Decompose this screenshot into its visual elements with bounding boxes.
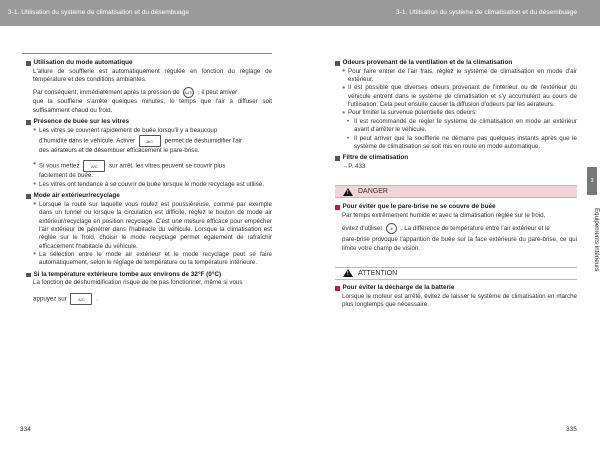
odors-sub-bullet-2: • Il peut arriver que la soufflerie ne démarre pas quelques instants après que le système de climatisation se soit mis en route en mode automatique. <box>347 134 577 150</box>
section-divider <box>22 53 272 54</box>
windshield-paragraph-3: pare-brise provoque l'apparition de buée sur la face extérieure du pare-brise, ce qui limite votre champ de vision. <box>342 236 577 252</box>
auto-mode-paragraph-3: que la soufflerie s'arrête quelques minutes, le temps que l'air à diffuser soit suffisamment chaud ou froid. <box>33 98 272 114</box>
section-windshield-fog-heading: Pour éviter que le pare-brise ne se couvre de buée <box>335 203 577 212</box>
square-bullet-icon <box>26 194 31 199</box>
battery-paragraph: Lorsque le moteur est arrêté, évitez de laisser le système de climatisation en marche plus longtemps que nécessaire. <box>342 292 577 308</box>
fog-bullet-1: ● Les vitres se couvrent rapidement de buée lorsqu'il y a beaucoup d'humidité dans le véhicule. Activer A/C permet de déshumidifier l'air des aérateurs et de désembuer efficacement le pare-brise. <box>33 126 243 155</box>
odors-sub-bullet-1: • Il est recommandé de régler le système de climatisation en mode air extérieur avant d'arrêter le véhicule. <box>347 117 577 134</box>
warning-triangle-icon: ! <box>343 188 353 196</box>
square-bullet-icon <box>26 61 31 66</box>
temperature-paragraph-2: appuyez sur A/C . <box>33 293 272 305</box>
ac-button-icon: A/C <box>83 160 105 172</box>
page-number-left: 334 <box>20 426 31 433</box>
round-bullet-icon: ● <box>33 251 37 258</box>
chapter-side-label: Équipements intérieurs <box>593 208 600 272</box>
recirculation-bullet-1: ● Lorsque la route sur laquelle vous roulez est poussiéreuse, comme par exemple dans un tunnel ou lorsque la circulation est difficile, réglez le bouton de mode air extérieur/recyclage en position recyclage. C'est une mesure efficace pour empêcher l'air extérieur de pénétrer dans l'habitacle du véhicule. Lorsque la climatisation est réglée sur le froid, choisir le mode recyclage permet également de rafraîchir efficacement l'habitacle du véhicule. <box>33 200 272 250</box>
temperature-paragraph-1: La fonction de déshumidification risque de ne pas fonctionner, même si vous <box>33 279 243 287</box>
chapter-tab: 3 <box>587 167 597 195</box>
odors-bullet-3: ● Pour limiter la survenue potentielle des odeurs: <box>342 109 477 117</box>
odors-bullet-1: ● Pour faire entrer de l'air frais, réglez le système de climatisation en mode d'air extérieur. <box>342 67 577 83</box>
left-page-column <box>26 56 272 305</box>
warning-triangle-icon: ! <box>343 269 353 277</box>
right-page-column <box>335 56 577 309</box>
section-battery-heading: Pour éviter la décharge de la batterie <box>335 284 577 293</box>
square-bullet-icon <box>26 273 31 278</box>
square-bullet-icon <box>335 61 340 66</box>
round-bullet-icon: ● <box>342 84 346 91</box>
section-recirculation-heading: Mode air extérieur/recyclage <box>26 192 272 201</box>
section-odors-heading: Odeurs provenant de la ventilation et de la climatisation <box>335 59 577 68</box>
red-square-bullet-icon <box>335 205 340 210</box>
red-square-bullet-icon <box>335 286 340 291</box>
danger-label: DANGER <box>358 188 388 196</box>
auto-button-icon: AUTO <box>183 87 194 98</box>
odors-bullet-2: ● Il est possible que diverses odeurs provenant de l'intérieur ou de l'extérieur du véhicule entrent dans le système de climatisation et s'y accumulent au cours de l'utilisation. Cela peut ensuite causer la diffusion d'odeurs par les aérateurs. <box>342 84 577 109</box>
round-bullet-icon: ● <box>33 181 37 188</box>
fog-bullet-3: ● Les vitres ont tendance à se couvrir de buée lorsque le mode recyclage est utilisé. <box>33 180 264 188</box>
fog-bullet-2: ● Si vous mettez A/C sur arrêt, les vitres peuvent se couvrir plus facilement de buée. <box>33 160 226 180</box>
section-auto-mode-heading: Utilisation du mode automatique <box>26 59 272 68</box>
filter-page-reference: →P. 433 <box>342 162 366 170</box>
attention-banner <box>335 267 577 280</box>
round-bullet-icon: ● <box>33 201 37 208</box>
square-bullet-icon <box>335 156 340 161</box>
page-number-right: 335 <box>566 426 577 433</box>
header-title-right: 3-1. Utilisation du système de climatisation et du désembuage <box>396 9 578 16</box>
danger-banner <box>335 185 577 198</box>
section-temperature-heading: Si la température extérieure tombe aux environs de 32°F (0°C) <box>26 271 272 280</box>
ac-button-icon: A/C <box>139 135 161 147</box>
round-bullet-icon: ● <box>33 160 37 167</box>
header-title-left: 3-1. Utilisation du système de climatisation et du désembuage <box>8 9 190 16</box>
section-fog-heading: Présence de buée sur les vitres <box>26 118 272 127</box>
square-bullet-icon <box>26 120 31 125</box>
round-bullet-icon: ● <box>342 109 346 116</box>
auto-mode-paragraph-1: L'allure de soufflerie est automatiquement régulée en fonction du réglage de température et des conditions ambiantes. <box>33 67 272 83</box>
round-bullet-icon: ● <box>342 68 346 75</box>
round-bullet-icon: ● <box>33 127 37 134</box>
page-header <box>0 0 600 26</box>
windshield-defogger-button-icon: ❄ <box>386 223 397 234</box>
windshield-paragraph-1: Par temps extrêmement humide et avec la climatisation réglée sur le froid, <box>342 211 546 219</box>
ac-button-icon: A/C <box>70 293 92 305</box>
recirculation-bullet-2: ● La sélection entre le mode air extérieur et le mode recyclage peut se faire automatiquement, selon le réglage de température ou la température intérieure. <box>33 250 272 267</box>
attention-label: ATTENTION <box>358 269 398 277</box>
small-dot-icon: • <box>347 117 350 125</box>
small-dot-icon: • <box>347 134 350 142</box>
section-filter-heading: Filtre de climatisation <box>335 154 577 163</box>
windshield-paragraph-2: évitez d'utiliser ❄ . La différence de température entre l'air extérieur et le <box>342 223 577 234</box>
auto-mode-paragraph-2: Par conséquent, immédiatement après la pression de AUTO , il peut arriver <box>33 87 272 98</box>
